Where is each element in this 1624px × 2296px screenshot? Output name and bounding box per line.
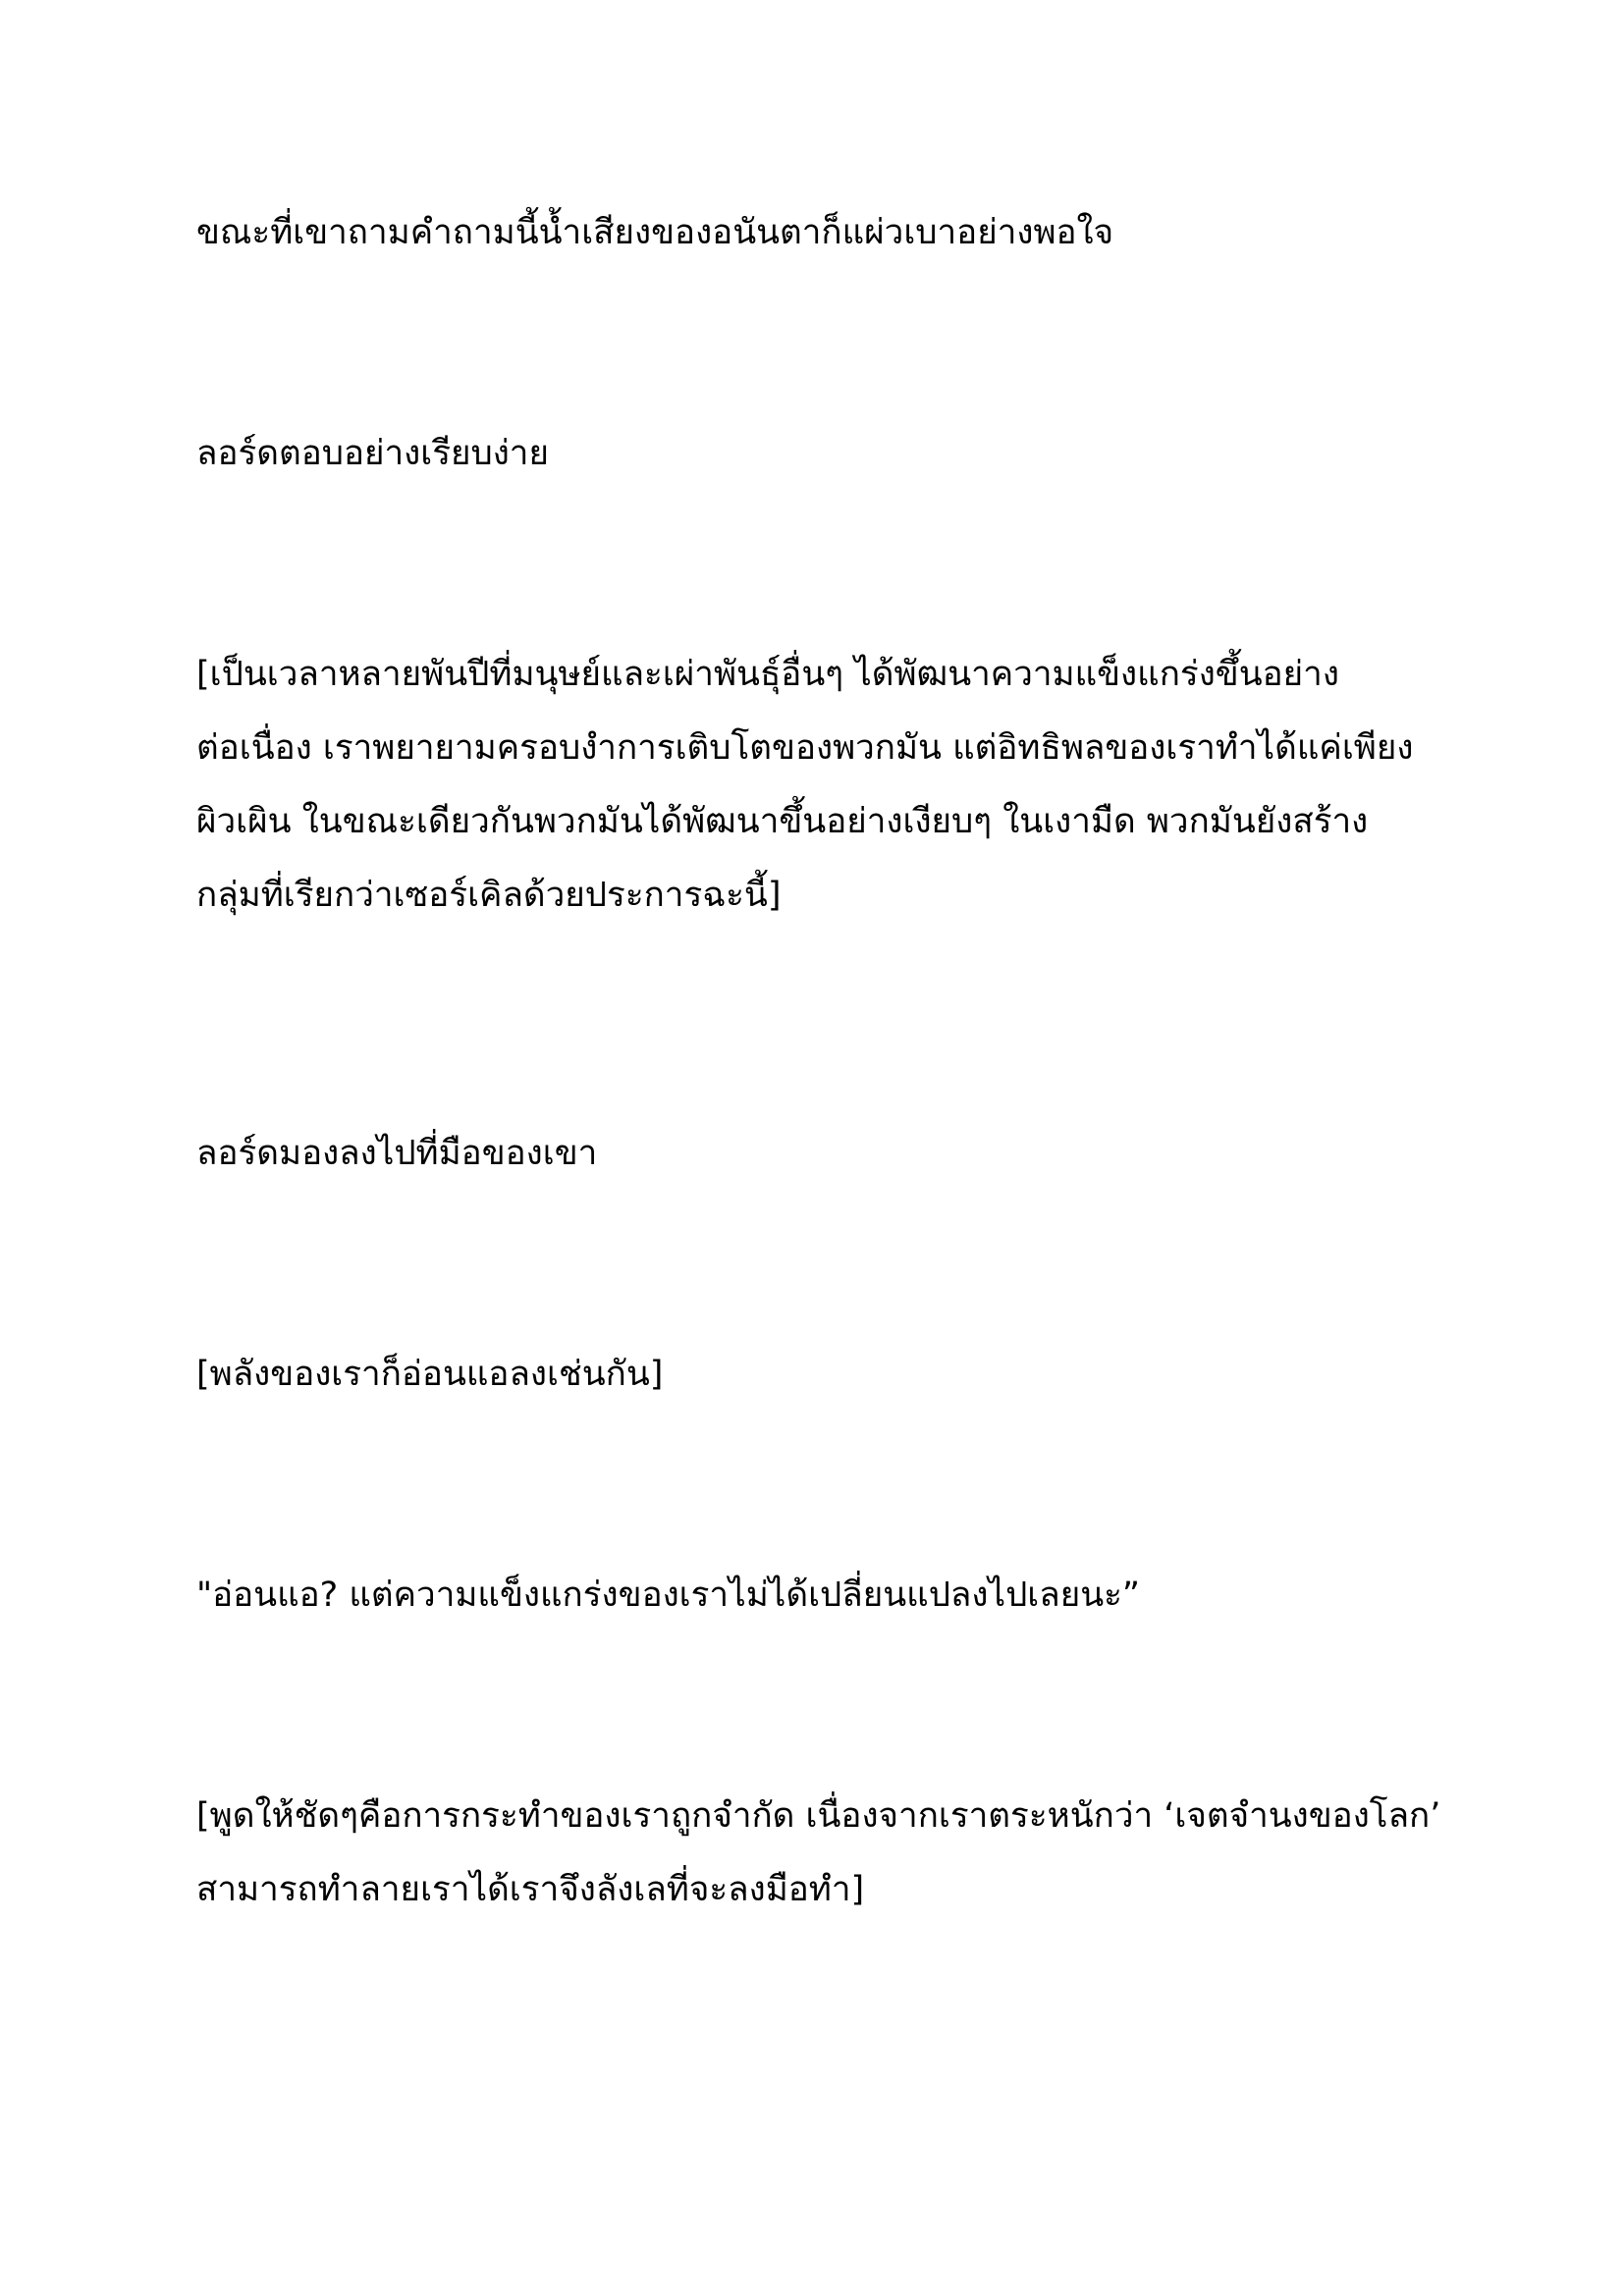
text-line: [พูดให้ชัดๆคือการกระทำของเราถูกจำกัด เนื่องจากเราตระหนักว่า ‘เจตจำนงของโลก’ — [196, 1796, 1441, 1836]
paragraph-lord-speech-2 — [196, 1338, 1463, 1412]
paragraph-dialogue — [196, 1559, 1463, 1632]
paragraph-narration-3 — [196, 1117, 1463, 1191]
text-line: ต่อเนื่อง เราพยายามครอบงำการเติบโตของพวกมัน แต่อิทธิพลของเราทำได้แค่เพียง — [196, 728, 1414, 768]
text-line: "อ่อนแอ? แต่ความแข็งแกร่งของเราไม่ได้เปลี่ยนแปลงไปเลยนะ” — [196, 1575, 1141, 1615]
paragraph-lord-speech-3 — [196, 1780, 1463, 1927]
text-line: ขณะที่เขาถามคำถามนี้น้ำเสียงของอนันตาก็แผ่วเบาอย่างพอใจ — [196, 213, 1114, 252]
text-line: ลอร์ดตอบอย่างเรียบง่าย — [196, 434, 549, 473]
paragraph-narration-1 — [196, 196, 1463, 270]
paragraph-narration-2 — [196, 417, 1463, 491]
text-line: ผิวเผิน ในขณะเดียวกันพวกมันได้พัฒนาขึ้นอย่างเงียบๆ ในเงามืด พวกมันยังสร้าง — [196, 802, 1369, 841]
text-line: กลุ่มที่เรียกว่าเซอร์เคิลด้วยประการฉะนี้] — [196, 876, 782, 915]
text-line: สามารถทำลายเราได้เราจึงลังเลที่จะลงมือทำ] — [196, 1870, 865, 1909]
text-line: [พลังของเราก็อ่อนแอลงเช่นกัน] — [196, 1355, 664, 1394]
text-line: [เป็นเวลาหลายพันปีที่มนุษย์และเผ่าพันธุ์อื่นๆ ได้พัฒนาความแข็งแกร่งขึ้นอย่าง — [196, 655, 1339, 694]
text-line: ลอร์ดมองลงไปที่มือของเขา — [196, 1134, 598, 1173]
paragraph-lord-speech-1 — [196, 638, 1463, 933]
